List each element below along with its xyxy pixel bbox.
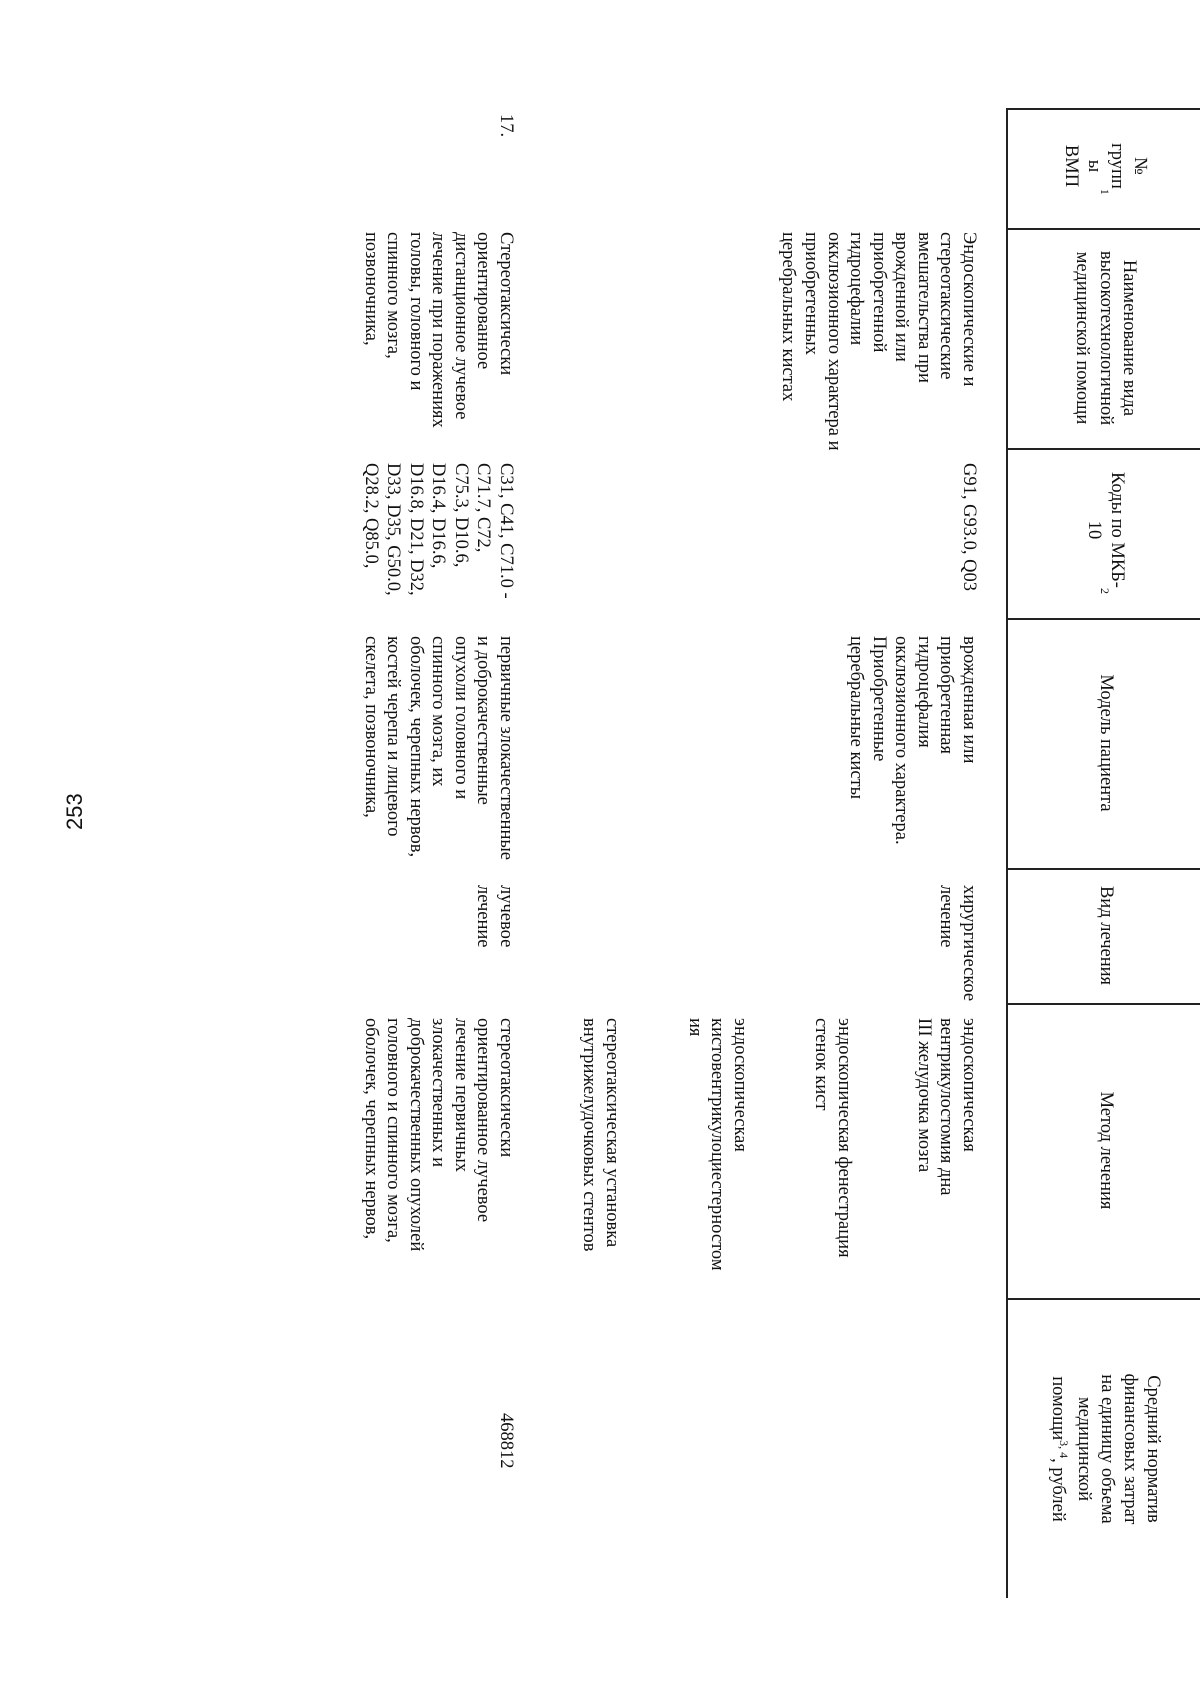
row2-name: Стереотаксически ориентированное дистанционное лучевое лечение при поражениях головы, головного и спинного мозга, позвоночника,	[360, 232, 516, 428]
column-divider	[1007, 448, 1200, 450]
row2-codes: C31, C41, C71.0 - C71.7, C72, C75.3, D10.6, D16.4, D16.6, D16.8, D21, D32, D33, D35, G50.0, Q28.2, Q85.0,	[360, 463, 516, 599]
header-model: Модель пациента	[1095, 674, 1116, 812]
rotated-table	[145, 108, 1200, 1598]
column-divider	[1007, 228, 1200, 230]
row1-method-4: стереотаксическая установка внутрижелудочковых стентов	[579, 1018, 622, 1252]
row2-cost: 468812	[496, 1413, 516, 1469]
header-group-number: № групп ы ВМП 1	[1060, 143, 1151, 195]
row2-model: первичные злокачественные и доброкачественные опухоли головного и спинного мозга, их оболочек, черепных нервов, костей черепа и лицевого скелета, позвоночника,	[360, 636, 516, 860]
column-divider	[1007, 1003, 1200, 1005]
row1-model: врожденная или приобретенная гидроцефалия окклюзионного характера. Приобретенные церебральные кисты	[846, 636, 979, 845]
column-divider	[1007, 618, 1200, 620]
column-divider	[1007, 868, 1200, 870]
page-number: 253	[62, 793, 87, 830]
row1-method-3: эндоскопическая кистовентрикулоциестерностом ия	[684, 1018, 750, 1271]
row2-kind: лучевое лечение	[473, 885, 516, 948]
row2-group-number: 17.	[496, 114, 516, 138]
row1-codes: G91, G93.0, Q03	[959, 463, 979, 591]
column-divider	[1007, 1298, 1200, 1300]
column-divider	[1007, 108, 1200, 110]
row1-name: Эндоскопические и стереотаксические вмешательства при врожденной или приобретенной гидроцефалии окклюзионного характера и приобретенных церебральных кистах	[778, 232, 979, 451]
row1-method-2: эндоскопическая фенестрация стенок кист	[811, 1018, 854, 1258]
row2-method: стереотаксически ориентированное лучевое лечение первичных злокачественных и доброкачественных опухолей головного и спинного мозга, оболочек, черепных нервов,	[360, 1018, 516, 1252]
header-cost: Средний норматив финансовых затрат на единицу объема медицинской помощи$^{3, 4}$, рублей	[1048, 1373, 1163, 1525]
row1-method-1: эндоскопическая вентрикулостомия дна III желудочка мозга	[913, 1018, 979, 1196]
header-kind: Вид лечения	[1095, 885, 1116, 986]
header-codes: Коды по МКБ- 10 2	[1084, 472, 1128, 594]
header-bottom-rule	[1006, 108, 1008, 1598]
row1-kind: хирургическое лечение	[936, 885, 979, 1002]
header-name: Наименование вида высокотехнологичной медицинской помощи	[1072, 250, 1139, 426]
header-method: Метод лечения	[1095, 1091, 1116, 1210]
